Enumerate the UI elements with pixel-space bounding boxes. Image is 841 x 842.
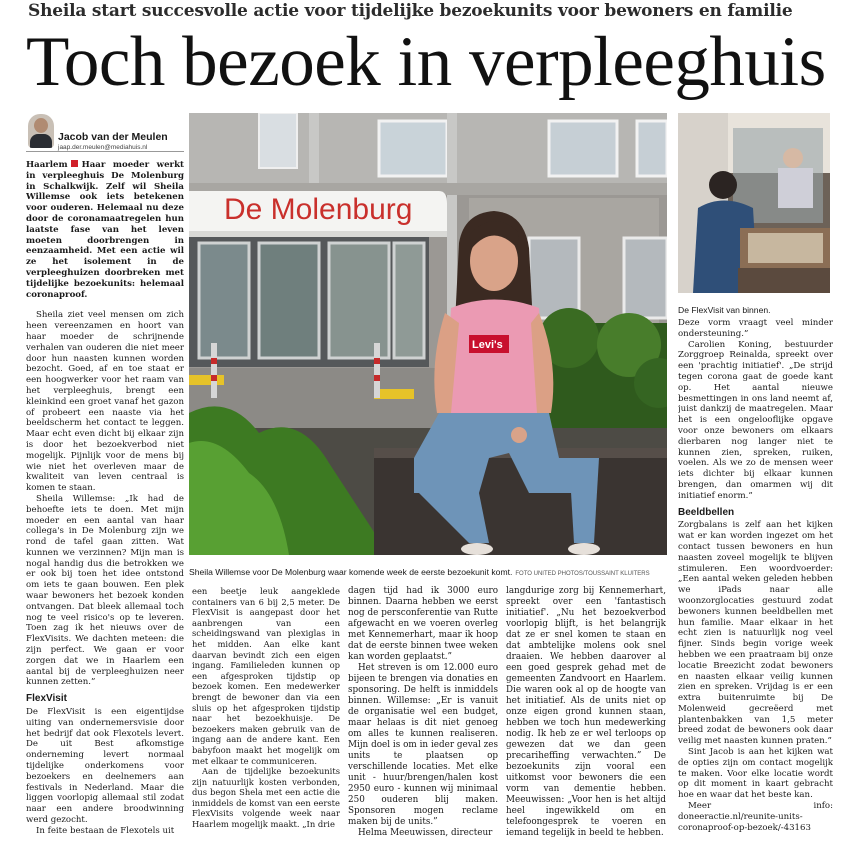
shirt-logo: Levi's (472, 339, 503, 351)
main-photo (189, 113, 667, 555)
body-paragraph: Helma Meeuwissen, directeur (358, 828, 493, 838)
dateline: Haarlem (26, 160, 68, 170)
byline (26, 112, 184, 152)
more-info-link[interactable]: Meer info: doneeractie.nl/reunite-units-coronaproof-op-bezoek/-43163 (678, 801, 833, 833)
body-paragraph: Aan de tijdelijke bezoekunits zijn natuurlijk kosten verbonden, dus begon Shela met een actie die inmiddels de komst van een eerste FlexVisits volgende week naar Haarlem mogelijk maakt. „In drie (192, 766, 340, 830)
body-paragraph: In feite bestaan de Flexotels uit (36, 825, 175, 836)
body-paragraph: Deze vorm vraagt veel minder ondersteuning.” (678, 318, 833, 339)
main-photo-caption (189, 567, 669, 577)
body-paragraph: Sheila Willemse: „Ik had de behoefte iets te doen. Met mijn moeder en een aantal van haar collega's in De Molenburg zijn we rond de tafel gaan zitten. Wat kunnen we verzinnen? Mijn man is nogal handig dus die betrokken we er ook bij toen het idee ontstond om iets te gaan bouwen. Een plek waar bewoners het bezoek konden ontvangen. Dat bleek allemaal toch nog te veel risico's op te leveren. Toen zag ik het nieuws over de FlexVisits. We dachten meteen: die zijn perfect. We gaan er voor zorgen dat we in Haarlem een aantal bij de verpleeghuizen neer kunnen zetten.” (26, 493, 184, 688)
body-paragraph: dagen tijd had ik 3000 euro binnen. Daarna hebben we eerst nog de persconferentie van Rutte afgewacht en we voeren overleg met Kennemerhart, maar ik hoop dat de eerste binnen twee weken kan worden geplaatst.” (348, 586, 498, 662)
author-photo (28, 114, 54, 148)
author-name: Jacob van der Meulen (58, 131, 168, 143)
text-column-3 (348, 586, 498, 842)
lead-text: Haar moeder werkt in verpleeghuis De Molenburg in Schalkwijk. Zelf wil Sheila Willemse ook iets betekenen voor ouderen. Helemaal nu deze door de coronamaatregelen hun laatste fase van het leven moeten doorbrengen in eenzaamheid. Met een actie wil ze het isolement in de verpleeghuizen doorbreken met tijdelijke bezoekunits: helemaal coronaproof. (26, 160, 184, 300)
author-email[interactable]: jaap.der.meulen@mediahuis.nl (58, 144, 148, 151)
text-column-2 (192, 586, 340, 842)
caption-text: Sheila Willemse voor De Molenburg waar komende week de eerste bezoekunit komt. (189, 567, 513, 577)
photo-credit: FOTO UNITED PHOTOS/TOUSSAINT KLUITERS (515, 571, 650, 577)
body-paragraph: De FlexVisit is een eigentijdse uiting van ondernemersvisie door het bedrijf dat ook Flexotels levert. De uit Best afkomstige onderneming levert normaal tijdelijke onderkomens voor bezoekers en deelnemers aan festivals in Nederland. Maar die liggen voorlopig allemaal stil zodat naar een andere broodwinning werd gezocht. (26, 707, 184, 826)
red-square-icon (71, 160, 78, 167)
article-headline: Toch bezoek in verpleeghuis (26, 23, 826, 101)
body-paragraph: Carolien Koning, bestuurder Zorggroep Reinalda, spreekt over een 'prachtig initiatief'. „De strijd tegen corona gaat de goede kant op. Het aantal nieuwe besmettingen in ons land neemt af, juist dankzij de maatregelen. Maar het is een ongelooflijke opgave voor onze bewoners om elkaars dierbaren nog langer niet te kunnen zien, spreken, ruiken, voelen. Als we zo de mensen weer iets dichter bij elkaar kunnen brengen, dan omarmen wij dit initiatief enorm.” (678, 339, 833, 501)
side-photo-caption: De FlexVisit van binnen. (678, 305, 771, 315)
article-kicker: Sheila start succesvolle actie voor tijdelijke bezoekunits voor bewoners en familie (28, 1, 793, 21)
side-photo (678, 113, 830, 293)
body-paragraph: Het streven is om 12.000 euro bijeen te brengen via donaties en sponsoring. De helft is inmiddels binnen. Willemse: „Er is vanuit de organisatie wel een budget, maar helaas is dit niet genoeg om alles te kunnen realiseren. Mijn doel is om in ieder geval zes units te plaatsen op verschillende locaties. Met elke unit - huur/brengen/halen kost 2950 euro - kunnen wij minimaal 250 ouderen blij maken. Sponsoren mogen reclame maken bij de units.” (348, 663, 498, 827)
text-column-1 (26, 160, 184, 842)
body-paragraph: Zorgbalans is zelf aan het kijken wat er kan worden ingezet om het contact tussen bewoners en hun naasten zoveel mogelijk te blijven stimuleren. Een woordvoerder: „Een aantal weken geleden hebben we iPads naar alle woonzorglocaties gestuurd zodat bewoners kunnen beeldbellen met hun familie. Maar elkaar in het echt zien is natuurlijk nog veel fijner. Sinds begin vorige week hebben we een praatraam bij onze locatie Breezicht zodat bewoners en naasten elkaar veilig kunnen zien en spreken. Vrijdag is er een extra buitenruimte bij De Molenweid gecreëerd met plantenbakken van 1,5 meter breed zodat de bewoners ook daar veilig met naasten kunnen praten.” (678, 520, 833, 747)
subheading-beeldbellen: Beeldbellen (678, 506, 735, 518)
body-paragraph: een beetje leuk aangeklede containers van 6 bij 2,5 meter. De FlexVisit is aangepast door het aanbrengen van een scheidingswand van plexiglas in het midden. Aan elke kant daarvan bevindt zich een eigen ingang. Familieleden kunnen op een afgesproken tijdstip op bezoek komen. Een medewerker brengt de bewoner dan via een sluis op het afgesproken tijdstip naar het bezoekhuisje. De bezoekers maken gebruik van de ingang aan de andere kant. Een babyfoon maakt het mogelijk om met elkaar te communiceren. (192, 586, 340, 766)
subheading-flexvisit: FlexVisit (26, 693, 67, 705)
body-paragraph: Sint Jacob is aan het kijken wat de opties zijn om contact mogelijk te maken. Voor elke locatie wordt op dit moment in kaart gebracht hoe en waar dat het beste kan. (678, 747, 833, 801)
text-column-4 (506, 586, 666, 842)
body-paragraph: Sheila ziet veel mensen om zich heen vereenzamen en hoort van haar moeder de schrijnende verhalen van ouderen die niet meer door hun naasten kunnen worden bezocht. Goed, af en toe staat er een hoogwerker voor het raam van het verpleeghuis, brengt een kleinkind een groet vanaf het gazon of probeert een naaste via het beeldscherm het contact te leggen. Maar echt even dicht bij elkaar zijn is door het bezoekverbod niet mogelijk. Pijnlijk voor de mens bij wie niet het overleven maar de kwaliteit van leven centraal is komen te staan. (26, 310, 184, 494)
text-column-5 (678, 318, 833, 842)
lead-paragraph (26, 160, 184, 300)
main-photo-illustration (189, 113, 667, 555)
molenburg-sign: De Molenburg (224, 193, 413, 226)
side-photo-illustration (678, 113, 830, 293)
body-paragraph: langdurige zorg bij Kennemerhart, spreekt over een 'fantastisch initiatief'. „Nu het bezoekverbod voorlopig blijft, is het belangrijk dat ze er snel komen te staan en dat ambtelijke molens ook snel draaien. We hebben daarover al een goed gesprek gehad met de gemeenten Zandvoort en Haarlem. Die waren ook al op de hoogte van het initiatief. Als de units niet op onze eigen grond kunnen staan, hebben we toch hun medewerking nodig. Ik heb ze er wel terloops op gewezen dat we dan geen precariheffing verwachten.” De bezoekunits zijn vooral een uitkomst voor bewoners die een vorm van dementie hebben. Meeuwissen: „Voor hen is het altijd heel ingewikkeld om en telefoongesprek te voeren en iemand tegelijk in beeld te hebben. (506, 586, 666, 838)
